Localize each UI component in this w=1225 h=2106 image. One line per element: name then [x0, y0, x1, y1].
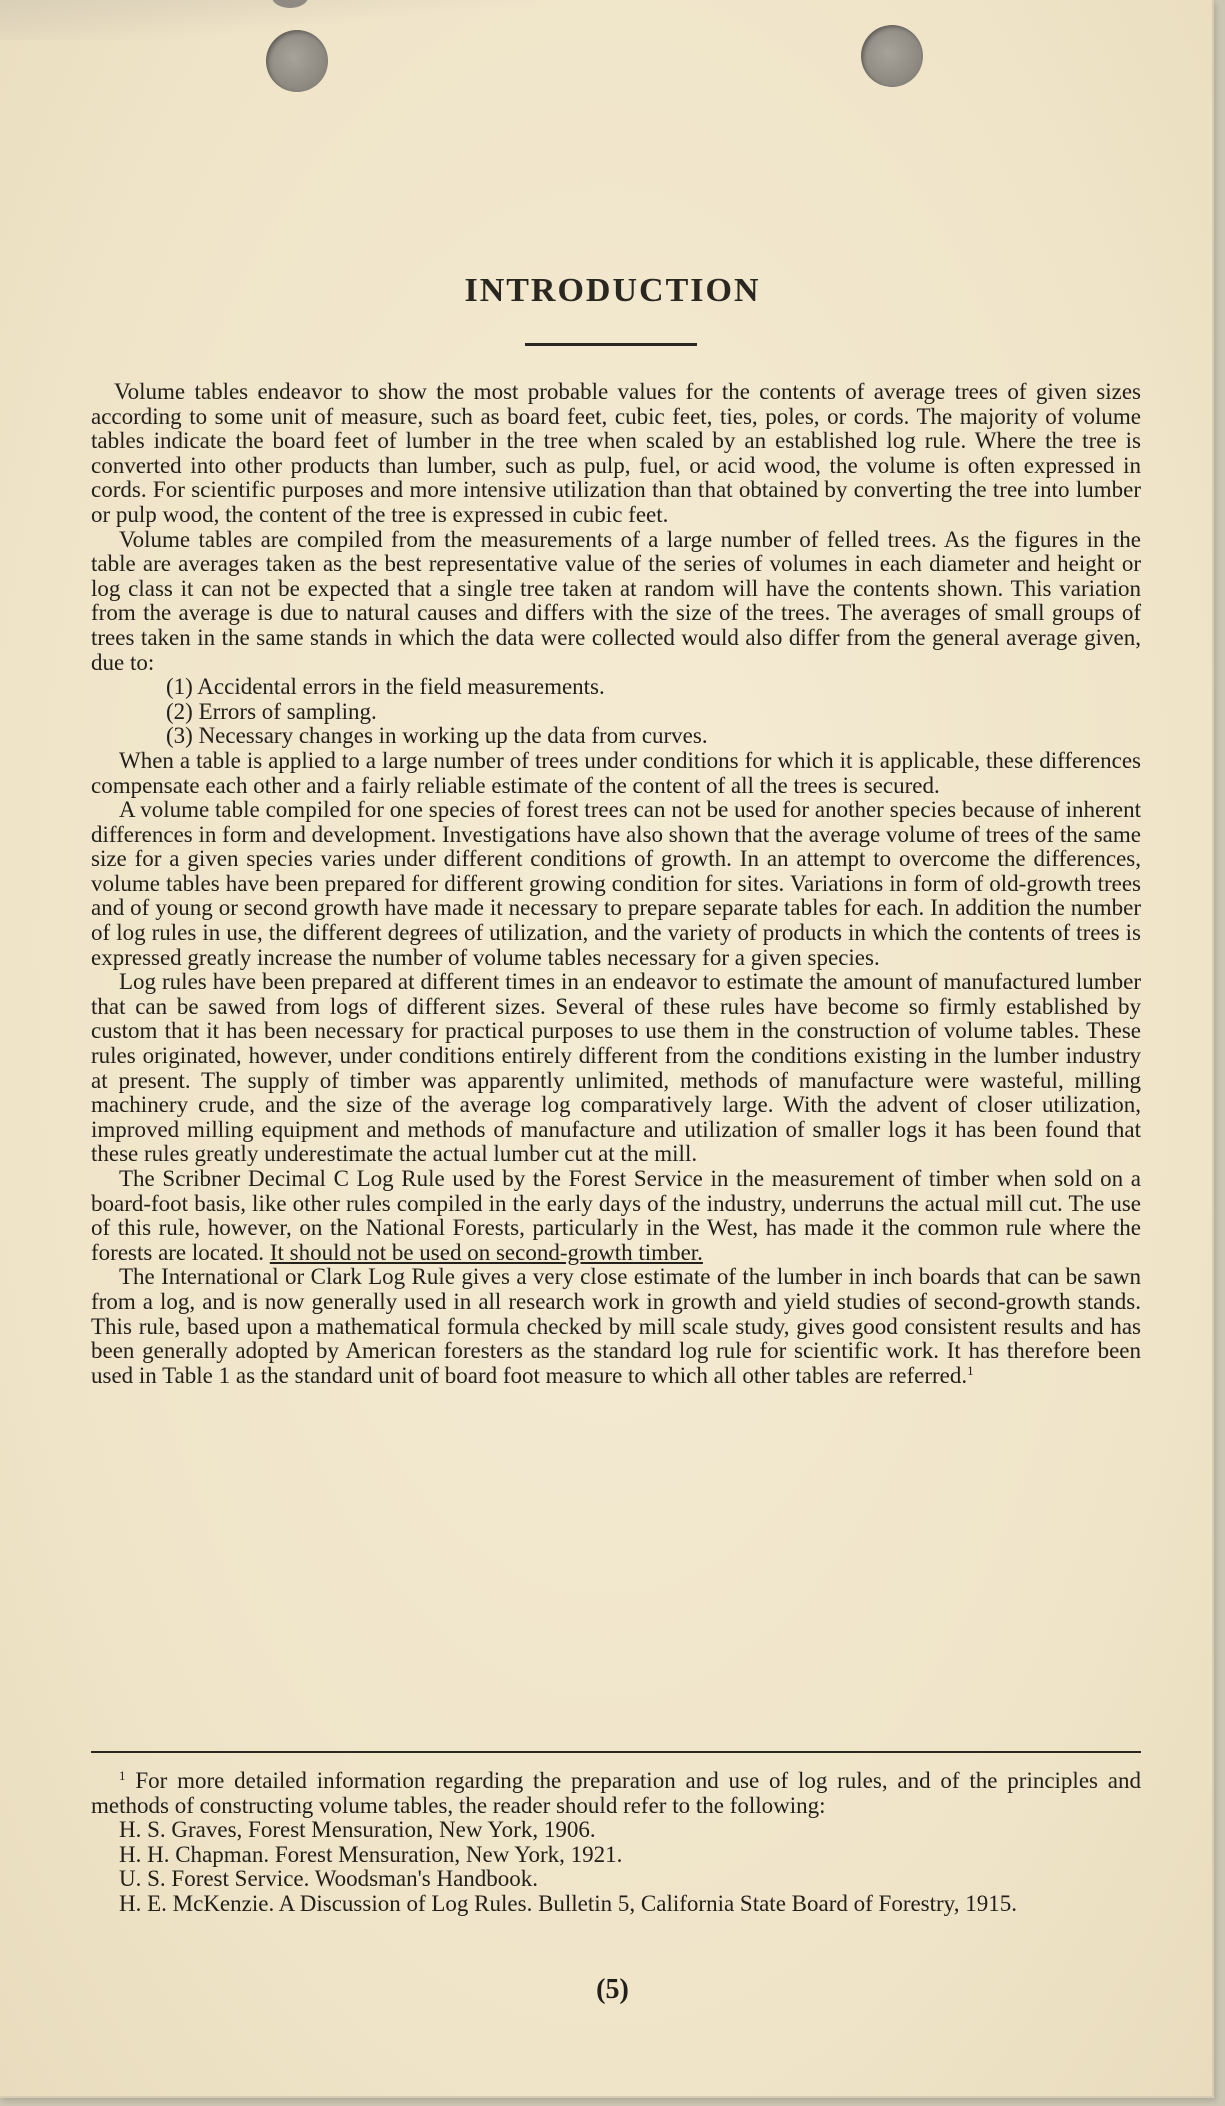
reference-graves: H. S. Graves, Forest Mensuration, New York, 1906. — [119, 1817, 596, 1843]
reference-chapman: H. H. Chapman. Forest Mensuration, New York, 1921. — [119, 1841, 623, 1867]
footnote-intro — [91, 1769, 1141, 1818]
reference-woodsmans-handbook: U. S. Forest Service. Woodsman's Handbook. — [119, 1866, 539, 1892]
punch-hole-right-icon — [861, 25, 923, 87]
paragraph-volume-tables-purpose: Volume tables endeavor to show the most probable values for the contents of average trees of given sizes according to some unit of measure, such as board feet, cubic feet, ties, poles, or cords. The majority of volume tables indicate the board feet of lumber in the tree when scaled by an established log rule. Where the tree is converted into other products than lumber, such as pulp, fuel, or acid wood, the volume is often expressed in cords. For scientific purposes and more intensive utilization than that obtained by converting the tree into lumber or pulp wood, the content of the tree is expressed in cubic feet. — [91, 379, 1141, 527]
paragraph-table-application: When a table is applied to a large number of trees under conditions for which it is applicable, these differences compensate each other and a fairly reliable estimate of the content of all the trees is secured. — [91, 747, 1141, 798]
footnotes — [91, 1769, 1141, 1917]
page-title: INTRODUCTION — [464, 272, 761, 309]
paragraph-log-rules: Log rules have been prepared at different times in an endeavor to estimate the amount of manufactured lumber that can be sawed from logs of different sizes. Several of these rules have become so firmly established by custom that it has been necessary for practical purposes to use them in the construction of volume tables. These rules originated, however, under conditions entirely different from the conditions existing in the lumber industry at present. The supply of timber was apparently unlimited, methods of manufacture were wasteful, milling machinery crude, and the size of the average log comparatively large. With the advent of closer utilization, improved milling equipment and methods of manufacture and utilization of smaller logs it has been found that these rules greatly underestimate the actual lumber cut at the mill. — [91, 969, 1141, 1167]
second-growth-warning: It should not be used on second-growth timber. — [269, 1239, 703, 1265]
footnote-intro-text: For more detailed information regarding the preparation and use of log rules, and of the principles and methods of constructing volume tables, the reader should refer to the following: — [91, 1768, 1141, 1818]
page-number: (5) — [596, 1974, 629, 2005]
paragraph-scribner-rule — [91, 1167, 1141, 1265]
footnote-marker: 1 — [119, 1768, 126, 1783]
list-item-curve-changes: (3) Necessary changes in working up the data from curves. — [166, 723, 708, 749]
footnote-reference-marker: 1 — [967, 1362, 974, 1378]
title-underline-rule — [525, 343, 697, 346]
paragraph-international-rule — [91, 1265, 1141, 1388]
punch-hole-left-icon — [266, 30, 328, 92]
body-text — [91, 380, 1141, 1388]
footnote-divider — [91, 1751, 1141, 1753]
paragraph-volume-tables-compiled: Volume tables are compiled from the measurements of a large number of felled trees. As the figures in the table are averages taken as the best representative value of the series of volumes in each diameter and height or log class it can not be expected that a single tree taken at random will have the contents shown. This variation from the average is due to natural causes and differs with the size of the trees. The averages of small groups of trees taken in the same stands in which the data were collected would also differ from the general average given, due to: — [91, 526, 1141, 675]
list-item-sampling-errors: (2) Errors of sampling. — [166, 698, 377, 724]
paragraph-species-differences: A volume table compiled for one species of forest trees can not be used for another species because of inherent differences in form and development. Investigations have also shown that the average volume of trees of the same size for a given species varies under different conditions of growth. In an attempt to overcome the differences, volume tables have been prepared for different growing condition for sites. Variations in form of old-growth trees and of young or second growth have made it necessary to prepare separate tables for each. In addition the number of log rules in use, the different degrees of utilization, and the variety of products in which the contents of trees is expressed greatly increase the number of volume tables necessary for a given species. — [91, 797, 1141, 970]
scribner-rule-text: The Scribner Decimal C Log Rule used by the Forest Service in the measurement of timber when sold on a board-foot basis, like other rules compiled in the early days of the industry, underruns the actual mill cut. The use of this rule, however, on the National Forests, particularly in the West, has made it the common rule where the forests are located. — [91, 1166, 1141, 1265]
international-rule-text: The International or Clark Log Rule gives a very close estimate of the lumber in inch boards that can be sawn from a log, and is now generally used in all research work in growth and yield studies of second-growth stands. This rule, based upon a mathematical formula checked by mill scale study, gives good consistent results and has been generally adopted by American foresters as the standard log rule for scientific work. It has therefore been used in Table 1 as the standard unit of board foot measure to which all other tables are referred. — [91, 1264, 1141, 1388]
reference-mckenzie: H. E. McKenzie. A Discussion of Log Rules. Bulletin 5, California State Board of Forestry, 1915. — [119, 1890, 1017, 1916]
list-item-accidental-errors: (1) Accidental errors in the field measurements. — [166, 674, 605, 700]
